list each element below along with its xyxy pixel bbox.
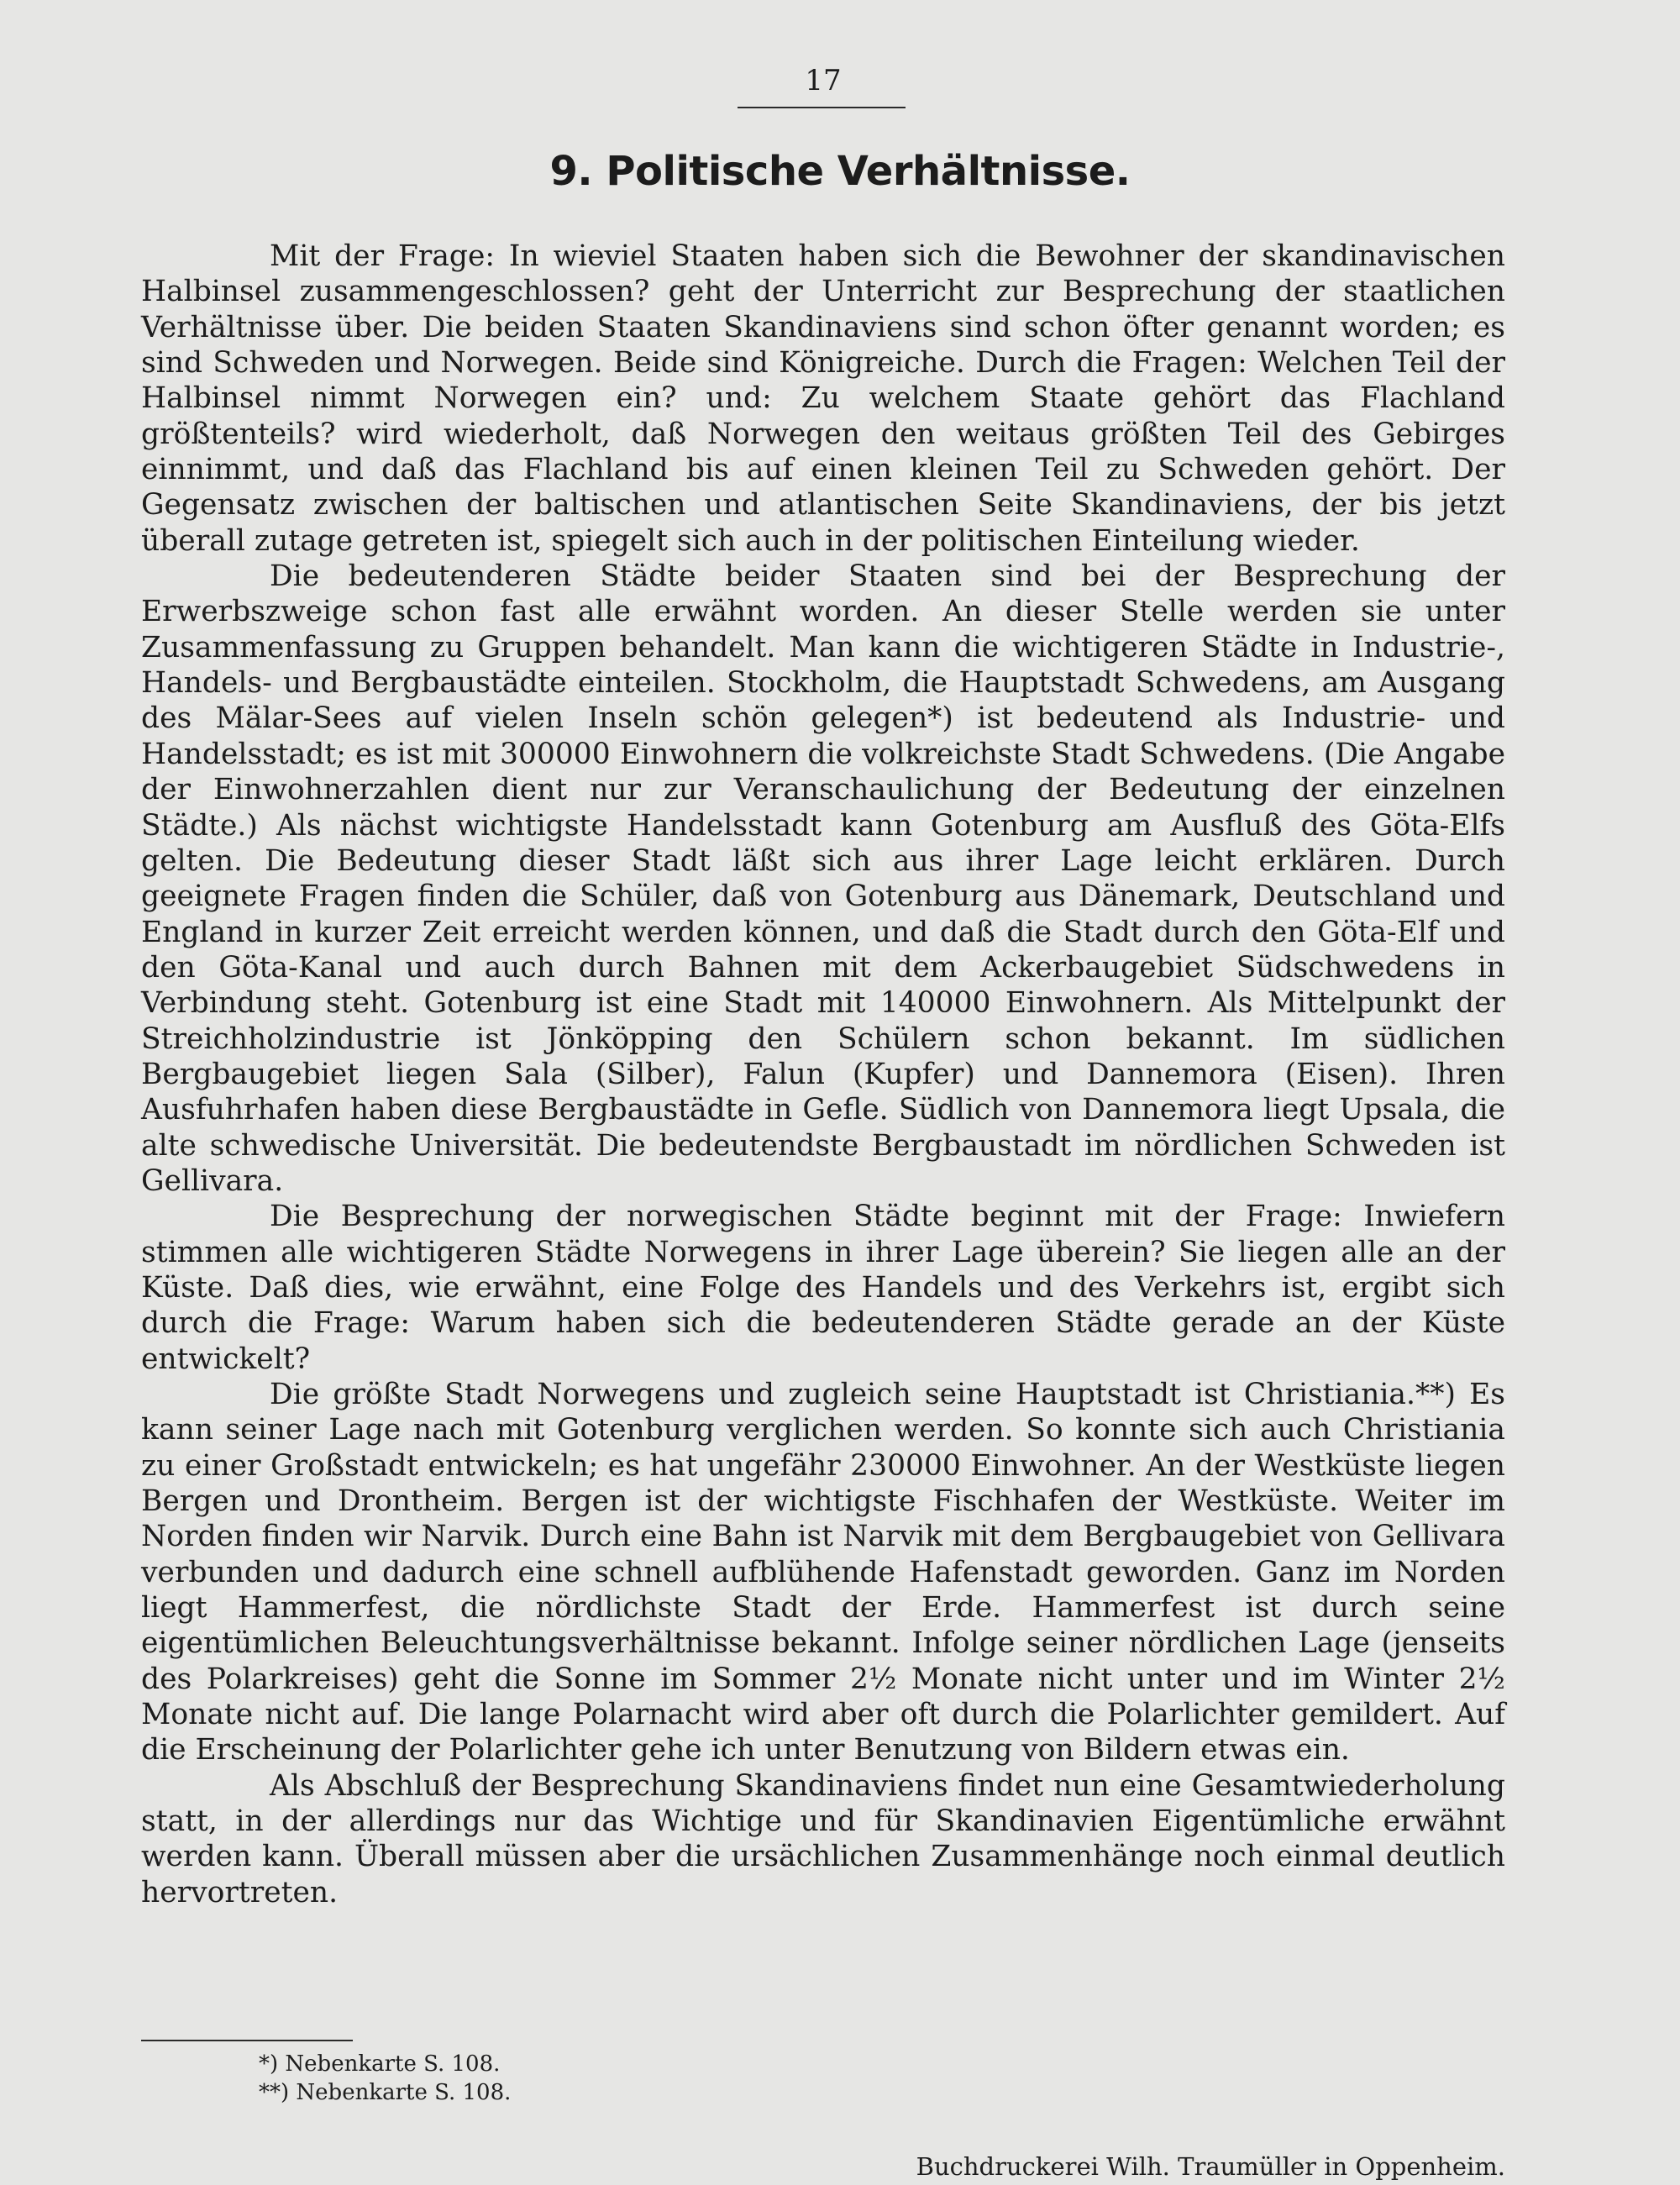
footnote-1: *) Nebenkarte S. 108.: [259, 2051, 501, 2077]
footnote-rule: [141, 2040, 353, 2041]
page-number: 17: [805, 64, 842, 97]
paragraph-norwegian-cities-intro: Die Besprechung der norwegischen Städte beginnt mit der Frage: Inwiefern stimmen alle wichtigeren Städte Norwegens in ihrer Lage überein? Sie liegen alle an der Küste. Daß dies, wie erwähnt, eine Folge des Handels und des Verkehrs ist, ergibt sich durch die Frage: Warum haben sich die bedeutenderen Städte gerade an der Küste entwickelt?: [141, 1200, 1505, 1376]
paragraph-political-states: Mit der Frage: In wieviel Staaten haben sich die Bewohner der skandinavischen Halbinsel zusammengeschlossen? geht der Unterricht zur Besprechung der staatlichen Verhältnisse über. Die beiden Staaten Skandinaviens sind schon öfter genannt worden; es sind Schweden und Norwegen. Beide sind Königreiche. Durch die Fragen: Welchen Teil der Halbinsel nimmt Norwegen ein? und: Zu welchem Staate gehört das Flachland größtenteils? wird wiederholt, daß Norwegen den weitaus größten Teil des Gebirges einnimmt, und daß das Flachland bis auf einen kleinen Teil zu Schweden gehört. Der Gegensatz zwischen der baltischen und atlantischen Seite Skandinaviens, der bis jetzt überall zutage getreten ist, spiegelt sich auch in der politischen Einteilung wieder.: [141, 239, 1505, 558]
paragraph-swedish-cities: Die bedeutenderen Städte beider Staaten sind bei der Besprechung der Erwerbszweige schon fast alle erwähnt worden. An dieser Stelle werden sie unter Zusammenfassung zu Gruppen behandelt. Man kann die wichtigeren Städte in Industrie-, Handels- und Bergbaustädte einteilen. Stockholm, die Hauptstadt Schwedens, am Ausgang des Mälar-Sees auf vielen Inseln schön gelegen*) ist bedeutend als Industrie- und Handelsstadt; es ist mit 300000 Einwohnern die volkreichste Stadt Schwedens. (Die Angabe der Einwohnerzahlen dient nur zur Veranschaulichung der Bedeutung der einzelnen Städte.) Als nächst wichtigste Handelsstadt kann Gotenburg am Ausfluß des Göta-Elfs gelten. Die Bedeutung dieser Stadt läßt sich aus ihrer Lage leicht erklären. Durch geeignete Fragen finden die Schüler, daß von Gotenburg aus Dänemark, Deutschland und England in kurzer Zeit erreicht werden können, und daß die Stadt durch den Göta-Elf und den Göta-Kanal und auch durch Bahnen mit dem Ackerbaugebiet Südschwedens in Verbindung steht. Gotenburg ist eine Stadt mit 140000 Einwohnern. Als Mittelpunkt der Streichholzindustrie ist Jönköpping den Schülern schon bekannt. Im südlichen Bergbaugebiet liegen Sala (Silber), Falun (Kupfer) und Dannemora (Eisen). Ihren Ausfuhrhafen haben diese Bergbaustädte in Gefle. Südlich von Dannemora liegt Upsala, die alte schwedische Universität. Die bedeutendste Bergbaustadt im nördlichen Schweden ist Gellivara.: [141, 559, 1505, 1198]
body-text: [141, 239, 1505, 1910]
paragraph-summary: Als Abschluß der Besprechung Skandinaviens findet nun eine Gesamtwiederholung statt, in der allerdings nur das Wichtige und für Skandinavien Eigentümliche erwähnt werden kann. Überall müssen aber die ursächlichen Zusammenhänge noch einmal deutlich hervortreten.: [141, 1768, 1505, 1909]
page-number-rule: [738, 107, 906, 108]
footnotes: [259, 2050, 847, 2107]
chapter-title: 9. Politische Verhältnisse.: [549, 148, 1131, 195]
footnote-2: **) Nebenkarte S. 108.: [259, 2080, 512, 2105]
printer-imprint: Buchdruckerei Wilh. Traumüller in Oppenheim.: [916, 2152, 1505, 2181]
paragraph-norwegian-cities: Die größte Stadt Norwegens und zugleich seine Hauptstadt ist Christiania.**) Es kann seiner Lage nach mit Gotenburg verglichen werden. So konnte sich auch Christiania zu einer Großstadt entwickeln; es hat ungefähr 230000 Einwohner. An der Westküste liegen Bergen und Drontheim. Bergen ist der wichtigste Fischhafen der Westküste. Weiter im Norden finden wir Narvik. Durch eine Bahn ist Narvik mit dem Bergbaugebiet von Gellivara verbunden und dadurch eine schnell aufblühende Hafenstadt geworden. Ganz im Norden liegt Hammerfest, die nördlichste Stadt der Erde. Hammerfest ist durch seine eigentümlichen Beleuchtungsverhältnisse bekannt. Infolge seiner nördlichen Lage (jenseits des Polarkreises) geht die Sonne im Sommer 2½ Monate nicht unter und im Winter 2½ Monate nicht auf. Die lange Polarnacht wird aber oft durch die Polarlichter gemildert. Auf die Erscheinung der Polarlichter gehe ich unter Benutzung von Bildern etwas ein.: [141, 1378, 1505, 1767]
